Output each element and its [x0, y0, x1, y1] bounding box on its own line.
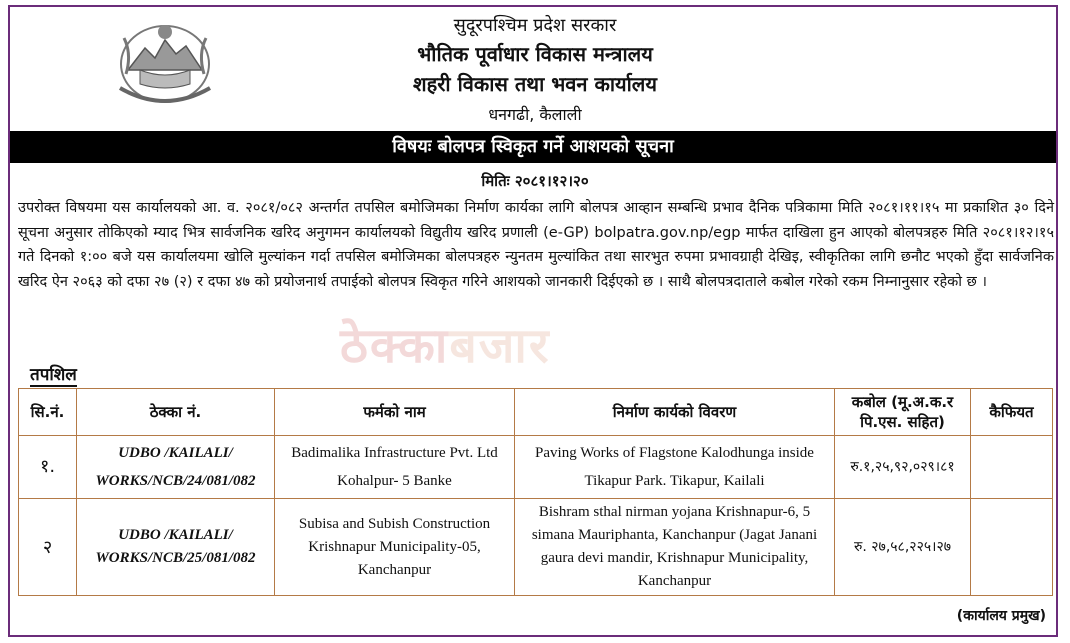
table-row: [19, 499, 1053, 596]
header-work: निर्माण कार्यको विवरण: [515, 389, 835, 436]
cell-bid: रु. २७,५८,२२५।२७: [835, 499, 971, 596]
cell-work: Paving Works of Flagstone Kalodhunga inside Tikapur Park. Tikapur, Kailali: [515, 436, 835, 499]
ministry-name: भौतिक पूर्वाधार विकास मन्त्रालय: [417, 42, 653, 66]
government-name: सुदूरपश्चिम प्रदेश सरकार: [453, 15, 617, 36]
cell-contract: UDBO /KAILALI/ WORKS/NCB/25/081/082: [77, 499, 275, 596]
table-header-row: [19, 389, 1053, 436]
watermark-part1: ठेक्का: [340, 318, 450, 374]
table-row: [19, 436, 1053, 499]
header-firm: फर्मको नाम: [275, 389, 515, 436]
header-contract: ठेक्का नं.: [77, 389, 275, 436]
cell-sn: २: [19, 499, 77, 596]
cell-sn: १.: [19, 436, 77, 499]
notice-subject: विषयः बोलपत्र स्विकृत गर्ने आशयको सूचना: [10, 131, 1056, 163]
office-chief-signature: (कार्यालय प्रमुख): [956, 608, 1046, 624]
cell-firm: Subisa and Subish Construction Krishnapur Municipality-05, Kanchanpur: [275, 499, 515, 596]
cell-remarks: [971, 436, 1053, 499]
details-heading: तपशिल: [30, 362, 77, 387]
bid-table: [18, 388, 1053, 596]
header-sn: सि.नं.: [19, 389, 77, 436]
office-location: धनगढी, कैलाली: [488, 105, 582, 124]
notice-body: उपरोक्त विषयमा यस कार्यालयको आ. व. २०८१/०८२ अन्तर्गत तपसिल बमोजिमका निर्माण कार्यका लागि बोलपत्र आव्हान सम्बन्धि प्रभाव दैनिक पत्रिकामा मिति २०८१।११।१५ मा प्रकाशित ३० दिने सूचना अनुसार तोकिएको म्याद भित्र सार्वजनिक खरिद अनुगमन कार्यालयको विद्युतीय खरिद प्रणाली (e-GP) bolpatra.gov.np/egp मार्फत दाखिला हुन आएको बोलपत्रहरु मिति २०८१।१२।१५ गते दिनको १:०० बजे यस कार्यालयमा खोलि मुल्यांकन गर्दा तपसिल बमोजिमका बोलपत्रहरु न्युनतम मुल्यांकित तथा सारभुत रुपमा प्रभावग्राही देखिइ, स्वीकृतिका लागि छनौट भएको हुँदा सार्वजनिक खरिद ऐन २०६३ को दफा २७ (२) र दफा ४७ को प्रयोजनार्थ तपाईको बोलपत्र स्विकृत गरिने आशयको जानकारी दिईएको छ । साथै बोलपत्रदाताले कबोल गरेको रकम निम्नानुसार रहेको छ ।: [18, 200, 1054, 290]
cell-firm: Badimalika Infrastructure Pvt. Ltd Kohalpur- 5 Banke: [275, 436, 515, 499]
header-remarks: कैफियत: [971, 389, 1053, 436]
cell-contract: UDBO /KAILALI/ WORKS/NCB/24/081/082: [77, 436, 275, 499]
cell-work: Bishram sthal nirman yojana Krishnapur-6, 5 simana Mauriphanta, Kanchanpur (Jagat Janani gaura devi mandir, Krishnapur Municipality, Kanchanpur: [515, 499, 835, 596]
notice-date: मितिः २०८१।१२।२०: [481, 172, 589, 190]
watermark-part2: बजार: [449, 318, 551, 374]
cell-remarks: [971, 499, 1053, 596]
office-name: शहरी विकास तथा भवन कार्यालय: [413, 72, 657, 96]
header-bid: कबोल (मू.अ.क.र पि.एस. सहित): [835, 389, 971, 436]
cell-bid: रु.१,२५,९२,०२९।८१: [835, 436, 971, 499]
